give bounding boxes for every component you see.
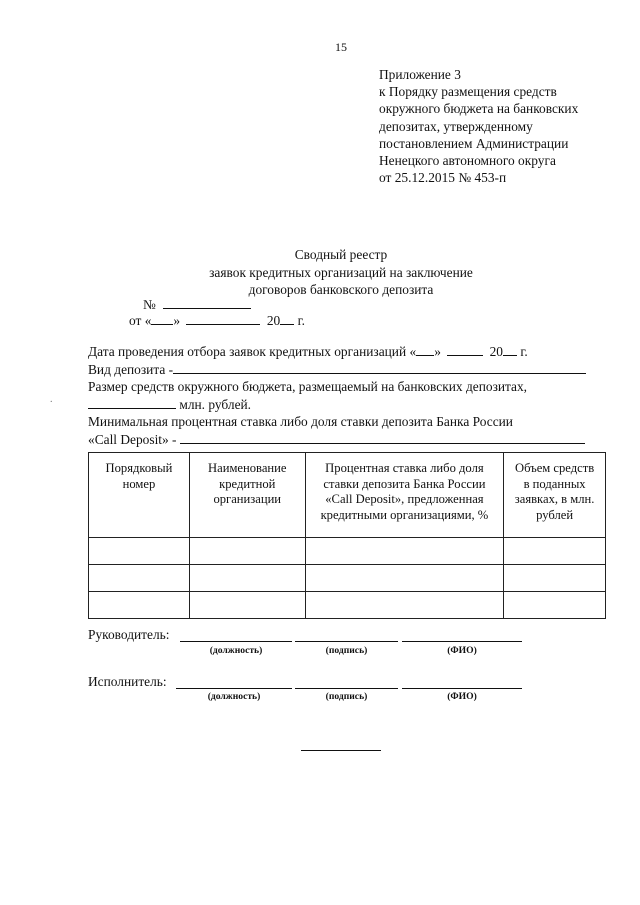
call-deposit-blank[interactable] [180, 432, 585, 444]
amount-blank[interactable] [88, 397, 176, 409]
date-suffix: г. [297, 313, 305, 328]
column-header-volume: Объем средств в поданных заявках, в млн. рублей [504, 453, 606, 538]
head-label: Руководитель: [88, 627, 170, 642]
title-line: договоров банковского депозита [248, 282, 434, 297]
table-cell[interactable] [89, 592, 190, 619]
head-position-caption: (должность) [209, 645, 263, 656]
executor-position-line[interactable] [176, 687, 292, 689]
column-header-organization: Наименование кредитной организации [189, 453, 305, 538]
registry-table [88, 452, 606, 619]
appendix-line: депозитах, утвержденному [379, 118, 533, 134]
head-fullname-caption: (ФИО) [447, 645, 477, 656]
appendix-line: Ненецкого автономного округа [379, 153, 556, 169]
head-signature-caption: (подпись) [325, 645, 368, 656]
year-prefix: 20 [266, 313, 281, 328]
column-header-order-number: Порядковый номер [89, 453, 190, 538]
selection-day-blank[interactable] [416, 344, 434, 356]
selection-month-blank[interactable] [447, 344, 483, 356]
selection-date-label: Дата проведения отбора заявок кредитных организаций « [88, 344, 417, 359]
deposit-type-label: Вид депозита - [88, 361, 174, 377]
table-header-row [89, 453, 606, 538]
column-header-rate: Процентная ставка либо доля ставки депозита Банка России «Call Deposit», предложенная кредитными организациями, % [305, 453, 504, 538]
scan-mark: . [50, 394, 53, 405]
amount-line: Размер средств окружного бюджета, размещаемый на банковских депозитах, [88, 379, 528, 395]
appendix-line: окружного бюджета на банковских [379, 101, 579, 117]
selection-date-suffix: г. [520, 344, 528, 359]
table-cell[interactable] [504, 538, 606, 565]
selection-date-line [88, 343, 586, 361]
appendix-line: от 25.12.2015 № 453-п [379, 170, 507, 186]
table-row [89, 592, 606, 619]
month-blank[interactable] [186, 313, 260, 325]
registry-fields [88, 343, 586, 449]
date-prefix: от « [129, 313, 152, 328]
call-deposit-label: «Call Deposit» - [88, 431, 177, 447]
deposit-type-blank[interactable] [173, 362, 586, 374]
appendix-header [379, 66, 629, 186]
selection-year-blank[interactable] [503, 344, 517, 356]
table-cell[interactable] [504, 565, 606, 592]
document-title [0, 246, 640, 299]
number-label: № [143, 297, 156, 312]
title-line: Сводный реестр [294, 247, 388, 262]
table-cell[interactable] [504, 592, 606, 619]
registry-number [143, 297, 251, 313]
head-fullname-line[interactable] [402, 640, 522, 642]
table-cell[interactable] [189, 538, 305, 565]
executor-position-caption: (должность) [207, 691, 261, 702]
call-deposit-line [88, 431, 586, 449]
table-cell[interactable] [189, 592, 305, 619]
year-blank[interactable] [280, 313, 294, 325]
selection-date-mid: » [434, 344, 441, 359]
table-row [89, 538, 606, 565]
head-position-line[interactable] [180, 640, 292, 642]
table-cell[interactable] [89, 538, 190, 565]
table-cell[interactable] [305, 592, 504, 619]
title-line: заявок кредитных организаций на заключение [209, 264, 473, 280]
deposit-type-line [88, 361, 586, 379]
executor-signature-caption: (подпись) [325, 691, 368, 702]
appendix-line: к Порядку размещения средств [379, 84, 557, 100]
table-cell[interactable] [305, 538, 504, 565]
table-cell[interactable] [189, 565, 305, 592]
table-cell[interactable] [305, 565, 504, 592]
page-number: 15 [335, 40, 347, 54]
table-cell[interactable] [89, 565, 190, 592]
table-row [89, 565, 606, 592]
appendix-line: постановлением Администрации [379, 135, 569, 151]
min-rate-line: Минимальная процентная ставка либо доля ставки депозита Банка России [88, 414, 513, 430]
registry-date [129, 313, 305, 329]
amount-unit-line [88, 396, 586, 414]
executor-fullname-line[interactable] [402, 687, 522, 689]
closing-rule [301, 749, 381, 751]
selection-year-prefix: 20 [489, 344, 503, 359]
executor-signature-line[interactable] [295, 687, 398, 689]
number-blank[interactable] [163, 297, 251, 309]
amount-unit: млн. рублей. [179, 396, 252, 412]
head-signature-line[interactable] [295, 640, 398, 642]
date-mid: » [173, 313, 181, 328]
day-blank[interactable] [151, 313, 173, 325]
executor-fullname-caption: (ФИО) [447, 691, 477, 702]
appendix-line: Приложение 3 [379, 67, 461, 82]
executor-label: Исполнитель: [88, 674, 167, 689]
